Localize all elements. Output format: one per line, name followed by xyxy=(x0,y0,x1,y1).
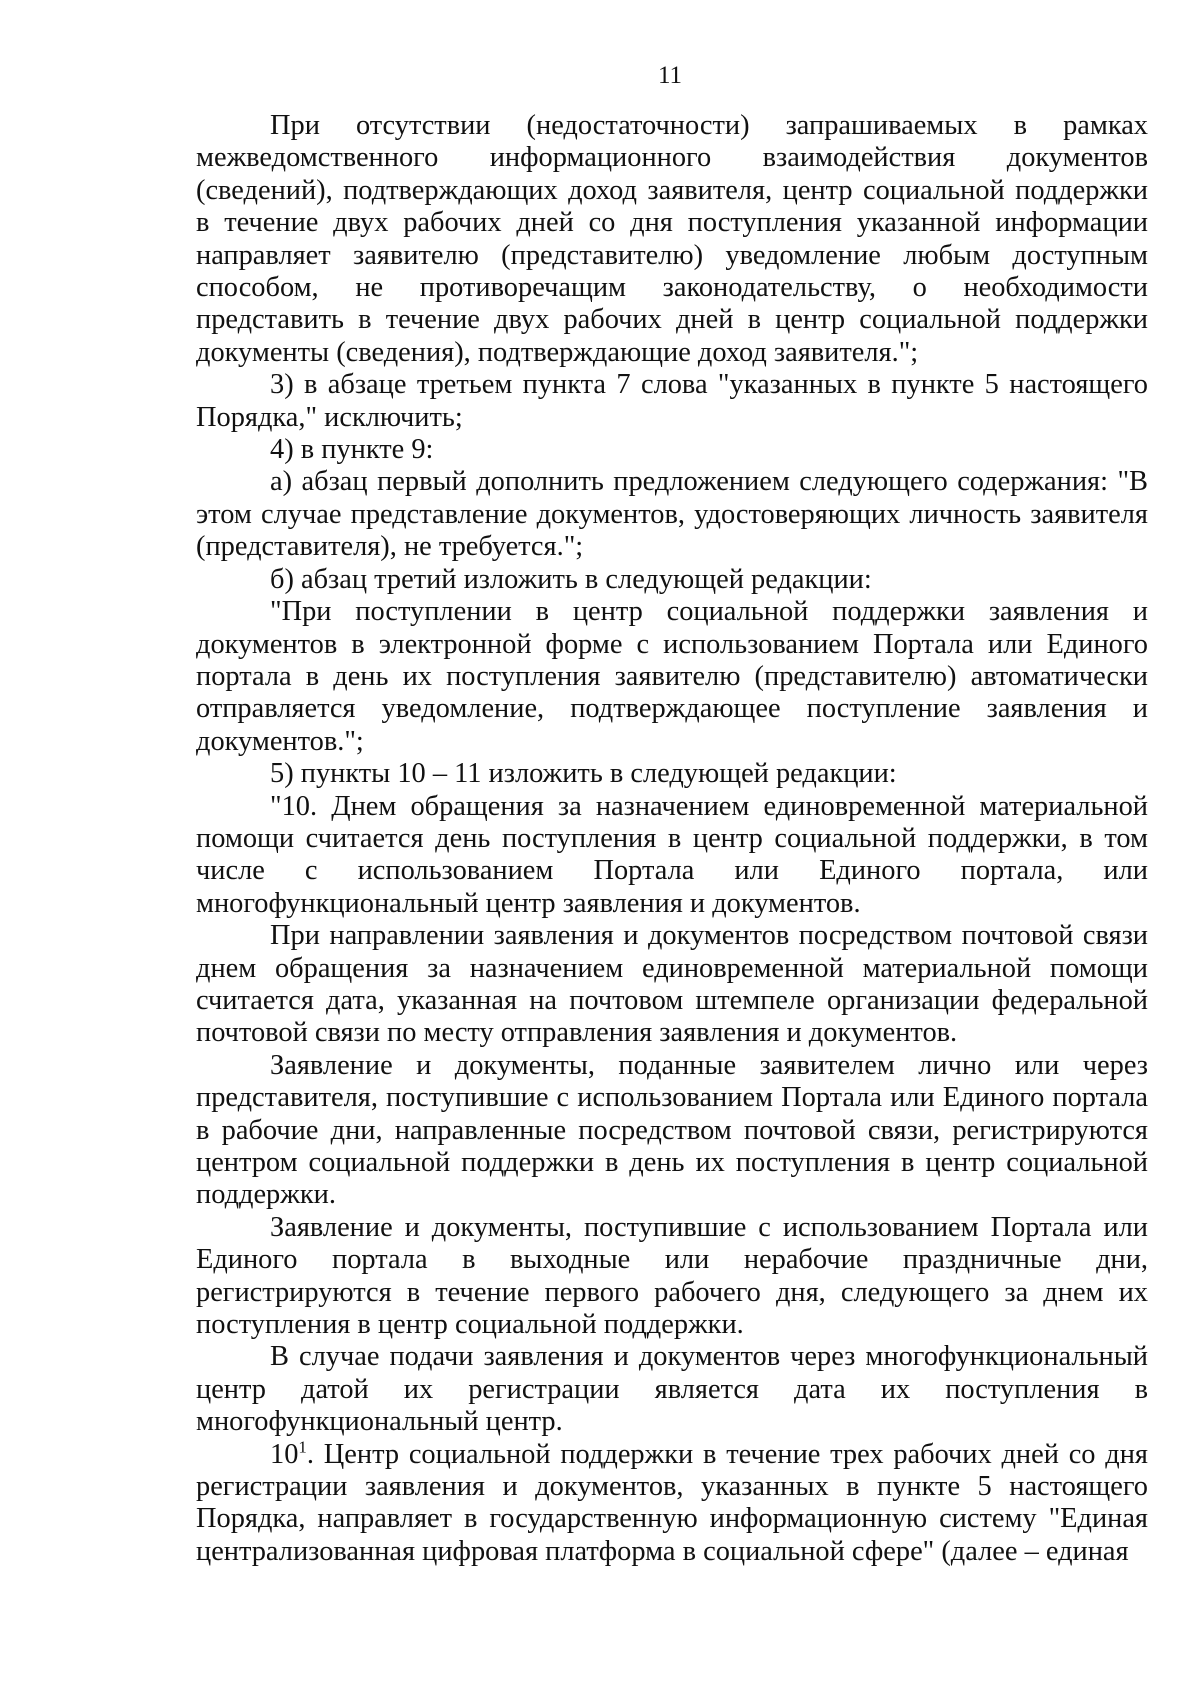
document-body xyxy=(196,110,1148,1568)
paragraph: При направлении заявления и документов посредством почтовой связи днем обращения за назначением единовременной материальной помощи считается дата, указанная на почтовом штемпеле организации федеральной почтовой связи по месту отправления заявления и документов. xyxy=(196,920,1148,1049)
paragraph: При отсутствии (недостаточности) запрашиваемых в рамках межведомственного информационного взаимодействия документов (сведений), подтверждающих доход заявителя, центр социальной поддержки в течение двух рабочих дней со дня поступления указанной информации направляет заявителю (представителю) уведомление любым доступным способом, не противоречащим законодательству, о необходимости представить в течение двух рабочих дней в центр социальной поддержки документы (сведения), подтверждающие доход заявителя."; xyxy=(196,110,1148,368)
paragraph: "10. Днем обращения за назначением единовременной материальной помощи считается день поступления в центр социальной поддержки, в том числе с использованием Портала или Единого портала, или многофункциональный центр заявления и документов. xyxy=(196,790,1148,919)
paragraph: а) абзац первый дополнить предложением следующего содержания: "В этом случае представление документов, удостоверяющих личность заявителя (представителя), не требуется."; xyxy=(196,466,1148,563)
paragraph: 4) в пункте 9: xyxy=(270,434,434,466)
paragraph: б) абзац третий изложить в следующей редакции: xyxy=(270,563,872,595)
paragraph: 5) пункты 10 – 11 изложить в следующей редакции: xyxy=(270,758,897,790)
paragraph: Заявление и документы, поступившие с использованием Портала или Единого портала в выходные или нерабочие праздничные дни, регистрируются в течение первого рабочего дня, следующего за днем их поступления в центр социальной поддержки. xyxy=(196,1211,1148,1341)
paragraph: Заявление и документы, поданные заявителем лично или через представителя, поступившие с использованием Портала или Единого портала в рабочие дни, направленные посредством почтовой связи, регистрируются центром социальной поддержки в день их поступления в центр социальной поддержки. xyxy=(196,1049,1148,1211)
page-number: 11 xyxy=(657,62,683,89)
paragraph: В случае подачи заявления и документов через многофункциональный центр датой их регистрации является дата их поступления в многофункциональный центр. xyxy=(196,1341,1148,1438)
paragraph-item-10-1 xyxy=(196,1439,1148,1569)
item-number: 10 xyxy=(270,1438,299,1470)
paragraph: 3) в абзаце третьем пункта 7 слова "указанных в пункте 5 настоящего Порядка," исключить; xyxy=(196,369,1148,433)
item-text: . Центр социальной поддержки в течение трех рабочих дней со дня регистрации заявления и документов, указанных в пункте 5 настоящего Порядка, направляет в государственную информационную систему "Единая централизованная цифровая платформа в социальной сфере" (далее – единая xyxy=(196,1438,1148,1567)
paragraph: "При поступлении в центр социальной поддержки заявления и документов в электронной форме с использованием Портала или Единого портала в день их поступления заявителю (представителю) автоматически отправляется уведомление, подтверждающее поступление заявления и документов."; xyxy=(196,596,1148,757)
item-superscript: 1 xyxy=(298,1437,307,1457)
